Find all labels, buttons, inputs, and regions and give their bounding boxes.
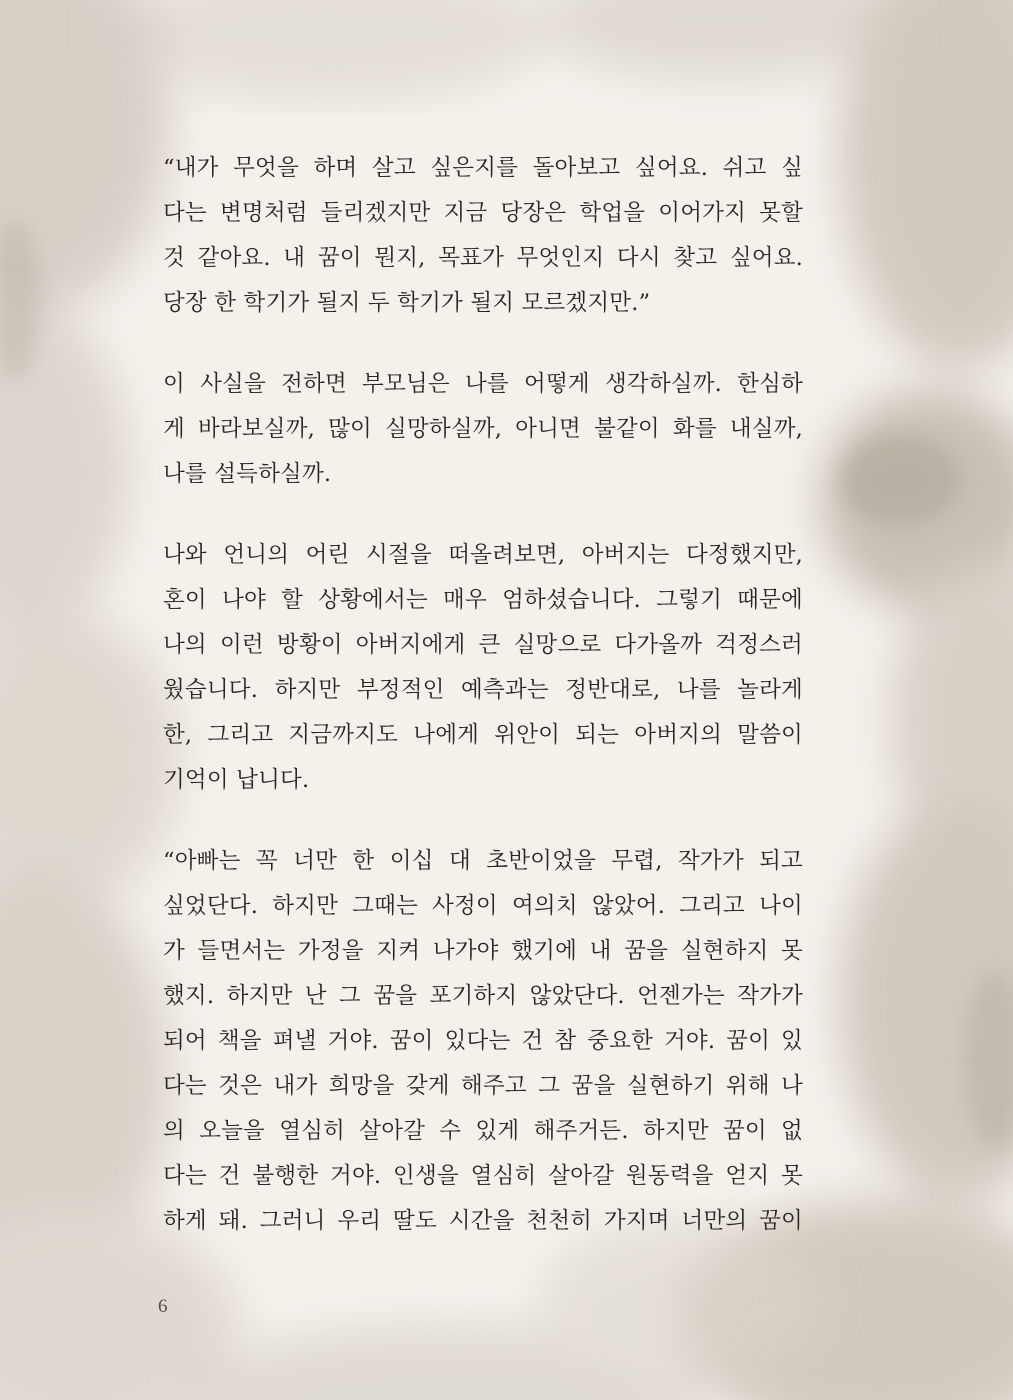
paragraph-3 xyxy=(163,533,803,803)
text-line: 나와 언니의 어린 시절을 떠올려보면, 아버지는 다정했지만, xyxy=(163,542,803,568)
text-line: 게 바라보실까, 많이 실망하실까, 아니면 불같이 화를 내실까, xyxy=(163,416,803,442)
text-line: 것 같아요. 내 꿈이 뭔지, 목표가 무엇인지 다시 찾고 싶어요. xyxy=(163,245,803,271)
body-text xyxy=(163,146,803,1244)
text-line: 기억이 납니다. xyxy=(163,767,310,793)
text-line: 나를 설득하실까. xyxy=(163,461,332,487)
paragraph-gap xyxy=(163,497,803,533)
paragraph-1 xyxy=(163,146,803,326)
text-line: 이 사실을 전하면 부모님은 나를 어떻게 생각하실까. 한심하 xyxy=(163,371,803,397)
text-line: 가 들면서는 가정을 지켜 나가야 했기에 내 꿈을 실현하지 못 xyxy=(163,938,803,964)
text-line: 웠습니다. 하지만 부정적인 예측과는 정반대로, 나를 놀라게 xyxy=(163,677,803,703)
paragraph-4 xyxy=(163,839,803,1244)
text-line: 다는 것은 내가 희망을 갖게 해주고 그 꿈을 실현하기 위해 나 xyxy=(163,1073,803,1099)
text-line: 당장 한 학기가 될지 두 학기가 될지 모르겠지만.” xyxy=(163,290,651,316)
text-line: 다는 변명처럼 들리겠지만 지금 당장은 학업을 이어가지 못할 xyxy=(163,200,803,226)
paragraph-gap xyxy=(163,326,803,362)
text-line: 혼이 나야 할 상황에서는 매우 엄하셨습니다. 그렇기 때문에 xyxy=(163,587,803,613)
text-line: 나의 이런 방황이 아버지에게 큰 실망으로 다가올까 걱정스러 xyxy=(163,632,803,658)
text-line: “아빠는 꼭 너만 한 이십 대 초반이었을 무렵, 작가가 되고 xyxy=(163,848,803,874)
paragraph-gap xyxy=(163,803,803,839)
paragraph-2 xyxy=(163,362,803,497)
text-line: 했지. 하지만 난 그 꿈을 포기하지 않았단다. 언젠가는 작가가 xyxy=(163,983,803,1009)
text-line: 싶었단다. 하지만 그때는 사정이 여의치 않았어. 그리고 나이 xyxy=(163,893,803,919)
text-line: 다는 건 불행한 거야. 인생을 열심히 살아갈 원동력을 얻지 못 xyxy=(163,1163,803,1189)
text-line: 하게 돼. 그러니 우리 딸도 시간을 천천히 가지며 너만의 꿈이 xyxy=(163,1208,803,1234)
text-line: “내가 무엇을 하며 살고 싶은지를 돌아보고 싶어요. 쉬고 싶 xyxy=(163,155,803,181)
text-line: 한, 그리고 지금까지도 나에게 위안이 되는 아버지의 말씀이 xyxy=(163,722,803,748)
text-line: 의 오늘을 열심히 살아갈 수 있게 해주거든. 하지만 꿈이 없 xyxy=(163,1118,803,1144)
page-number: 6 xyxy=(158,1296,168,1317)
text-line: 되어 책을 펴낼 거야. 꿈이 있다는 건 참 중요한 거야. 꿈이 있 xyxy=(163,1028,803,1054)
